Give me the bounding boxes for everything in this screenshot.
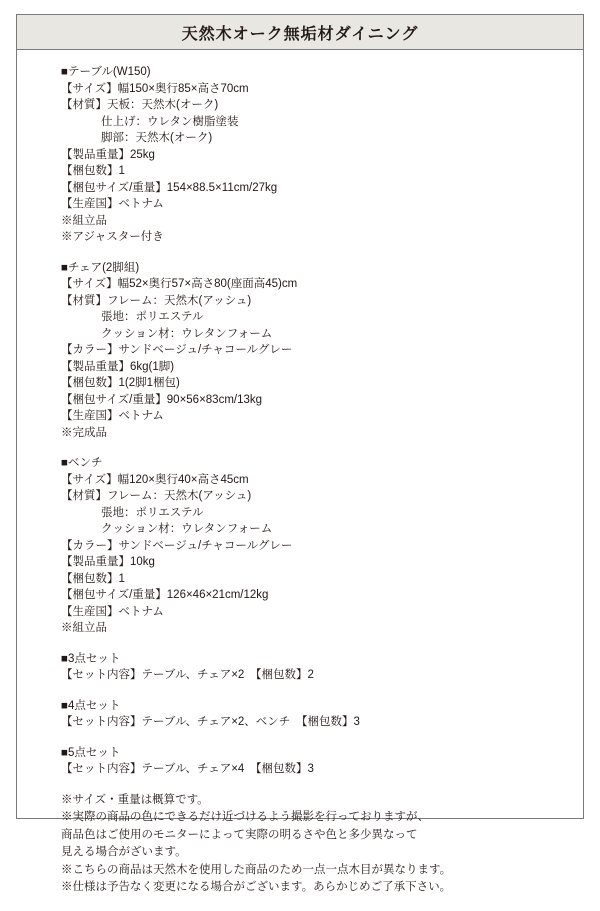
section-chair [61, 260, 583, 442]
spec-line: 脚部：天然木(オーク) [101, 132, 213, 144]
spec-line: 【サイズ】幅120×奥行40×高さ45cm [61, 473, 249, 486]
section-set-4 [61, 698, 583, 731]
page-title: 天然木オーク無垢材ダイニング [181, 25, 419, 43]
spec-line: ■ベンチ [61, 457, 103, 469]
section-bench [61, 455, 583, 637]
spec-line: 【梱包サイズ/重量】154×88.5×11cm/27kg [61, 181, 278, 194]
note-line: ※実際の商品の色にできるだけ近づけるよう撮影を行っておりますが、 [61, 811, 429, 823]
spec-line: 【サイズ】幅150×奥行85×高さ70cm [61, 82, 249, 95]
spec-line: 【生産国】ベトナム [61, 605, 164, 618]
spec-line: 【製品重量】25kg [61, 148, 155, 161]
spec-line: 【カラー】サンドベージュ/チャコールグレー [61, 344, 293, 356]
spec-line: ※アジャスター付き [61, 231, 164, 243]
section-table [61, 64, 583, 246]
spec-line: ■チェア(2脚組) [61, 261, 140, 274]
spec-line: 【サイズ】幅52×奥行57×高さ80(座面高45)cm [61, 278, 298, 290]
section-set-5 [61, 745, 583, 778]
spec-line: 【梱包数】1(2脚1梱包) [61, 377, 180, 389]
spec-line: 【カラー】サンドベージュ/チャコールグレー [61, 539, 293, 552]
spec-line: ■3点セット [61, 652, 121, 665]
title-bar [17, 15, 583, 50]
spec-line: 【生産国】ベトナム [61, 198, 164, 210]
spec-line: ※組立品 [61, 214, 107, 227]
spec-line: 【生産国】ベトナム [61, 410, 164, 422]
section-set-3 [61, 651, 583, 684]
spec-line: クッション材：ウレタンフォーム [101, 327, 273, 340]
spec-line: 【材質】天板：天然木(オーク) [61, 99, 219, 111]
spec-line: 仕上げ：ウレタン樹脂塗装 [101, 115, 239, 128]
spec-line: 【セット内容】テーブル、チェア×2 【梱包数】2 [61, 669, 314, 681]
spec-panel [16, 14, 584, 893]
spec-line: クッション材：ウレタンフォーム [101, 523, 273, 535]
spec-line: ■テーブル(W150) [61, 66, 151, 78]
spec-line: 【セット内容】テーブル、チェア×2、ベンチ 【梱包数】3 [61, 716, 360, 728]
note-line: ※サイズ・重量は概算です。 [61, 793, 209, 806]
spec-line: 【材質】フレーム：天然木(アッシュ) [61, 294, 252, 307]
spec-line: ※組立品 [61, 622, 107, 634]
spec-line: 【材質】フレーム：天然木(アッシュ) [61, 490, 252, 502]
spec-line: 【製品重量】6kg(1脚) [61, 360, 175, 373]
spec-line: 張地：ポリエステル [101, 506, 204, 519]
notes-block [61, 792, 583, 897]
spec-line: 【梱包サイズ/重量】90×56×83cm/13kg [61, 393, 263, 406]
spec-line: ※完成品 [61, 426, 107, 439]
spec-line: 【梱包サイズ/重量】126×46×21cm/12kg [61, 589, 269, 601]
spec-content [17, 50, 583, 911]
spec-line: ■4点セット [61, 699, 121, 712]
note-line: 見える場合がざいます。 [61, 846, 187, 858]
spec-line: 張地：ポリエステル [101, 311, 204, 323]
spec-line: 【セット内容】テーブル、チェア×4 【梱包数】3 [61, 763, 314, 775]
note-line: ※仕様は予告なく変更になる場合がございます。あらかじめご了承下さい。 [61, 881, 452, 893]
spec-line: ■5点セット [61, 746, 121, 759]
spec-line: 【梱包数】1 [61, 572, 125, 585]
spec-line: 【製品重量】10kg [61, 556, 155, 568]
note-line: 商品色はご使用のモニターによって実際の明るさや色と多少異なって [61, 828, 418, 841]
note-line: ※こちらの商品は天然木を使用した商品のため一点一点木目が異なります。 [61, 863, 452, 876]
spec-line: 【梱包数】1 [61, 165, 125, 177]
